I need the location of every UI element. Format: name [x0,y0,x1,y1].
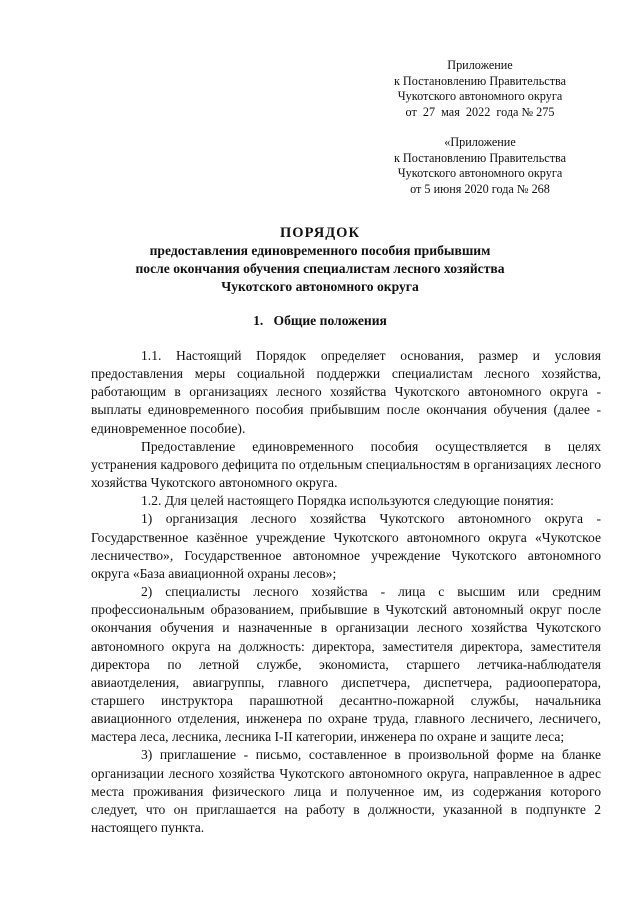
appendix-original-line-3: Чукотского автономного округа [397,166,563,180]
document-title [70,224,570,296]
appendix-current-line-1: Приложение [447,58,513,72]
appendix-current-line-2: к Постановлению Правительства [393,73,567,88]
title-line-1: предоставления единовременного пособия прибывшим [149,243,491,258]
appendix-original-note [360,135,600,197]
definition-1: 1) организация лесного хозяйства Чукотского автономного округа - Государственное казённое учреждение Чукотского автономного округа «Чукотское лесничество», Государственное автономное учреждение Чукотского автономного округа «База авиационной охраны лесов»; [91,511,601,581]
paragraph-1-1: 1.1. Настоящий Порядок определяет основания, размер и условия предоставления меры социальной поддержки специалистам лесного хозяйства, работающим в организациях лесного хозяйства Чукотского автономного округа - выплаты единовременного пособия прибывшим после окончания обучения (далее - единовременное пособие). [91,348,601,436]
appendix-original-line-1: «Приложение [444,135,516,149]
title-line-2: после окончания обучения специалистам лесного хозяйства [135,261,505,276]
section-number: 1. [253,313,264,328]
definition-3: 3) приглашение - письмо, составленное в произвольной форме на бланке организации лесного хозяйства Чукотского автономного округа, направленное в адрес места проживания физического лица и полученное им, из содержания которого следует, что он приглашается на работу в должности, указанной в подпункте 2 настоящего пункта. [91,747,601,836]
appendix-current-line-4: от 27 мая 2022 года № 275 [405,104,555,119]
definition-2: 2) специалисты лесного хозяйства - лица с высшим или средним профессиональным образованием, прибывшие в Чукотский автономный округ после окончания обучения и назначенные в организации лесного хозяйства Чукотского автономного округа на должность: директора, заместителя директора, заместителя директора по летной службе, экономиста, старшего летчика-наблюдателя авиаотделения, авиагруппы, главного диспетчера, диспетчера, радиооператора, старшего инструктора парашютной десантно-пожарной службы, начальника авиационного отделения, инженера по охране труда, главного лесничего, лесничего, мастера леса, лесника, лесника I-II категории, инженера по охране и защите леса; [91,584,601,745]
appendix-current-note [360,58,600,120]
section-title: Общие положения [273,313,387,328]
section-heading [70,313,570,329]
title-main: ПОРЯДОК [280,225,360,241]
document-body [91,347,601,837]
appendix-current-line-3: Чукотского автономного округа [397,89,563,103]
appendix-original-line-4: от 5 июня 2020 года № 268 [410,181,550,196]
appendix-original-line-2: к Постановлению Правительства [393,150,567,165]
paragraph-purpose: Предоставление единовременного пособия осуществляется в целях устранения кадрового дефицита по отдельным специальностям в организациях лесного хозяйства Чукотского автономного округа. [91,438,601,491]
paragraph-1-2: 1.2. Для целей настоящего Порядка используются следующие понятия: [141,493,554,509]
title-line-3: Чукотского автономного округа [221,279,419,294]
